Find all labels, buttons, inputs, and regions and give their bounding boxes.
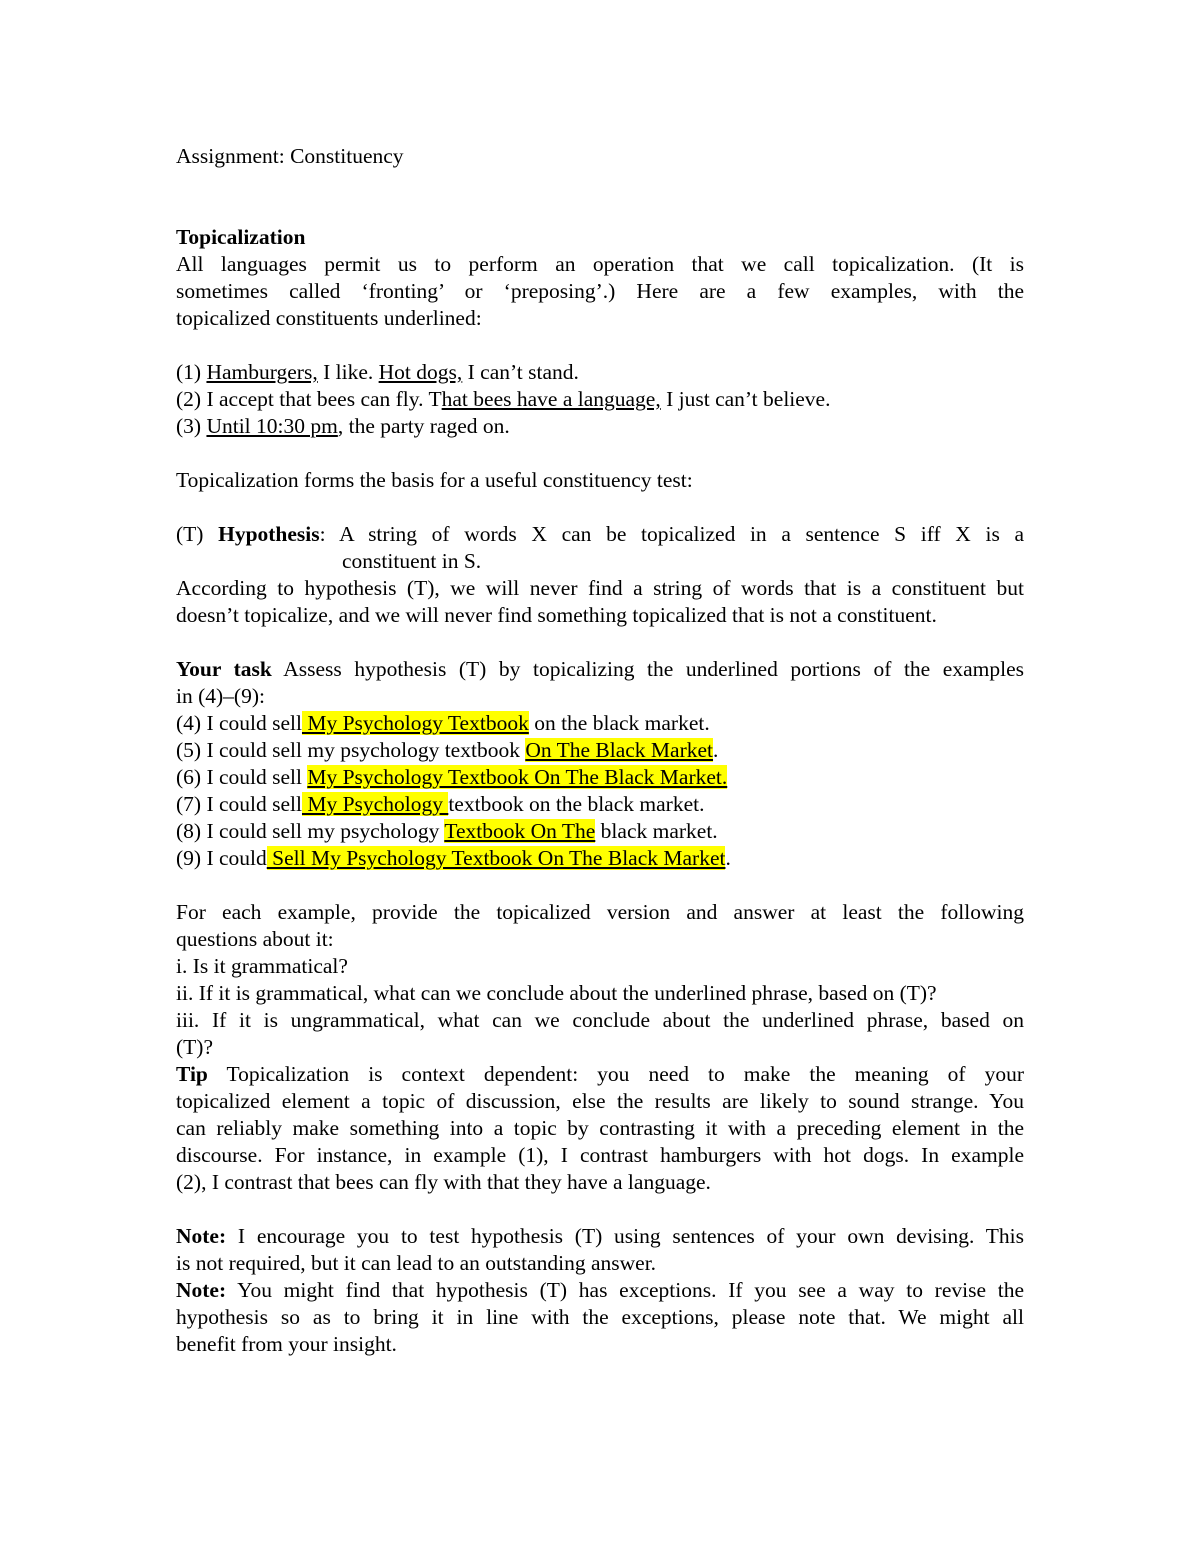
underlined-phrase: Hot dogs, — [378, 360, 463, 384]
example-7: (7) I could sell My Psychology textbook on the black market. — [176, 792, 705, 816]
questions-intro-line-1: For each example, provide the topicalized version and answer at least the following — [176, 900, 1024, 924]
example-9: (9) I could Sell My Psychology Textbook On The Black Market. — [176, 846, 731, 870]
example-4: (4) I could sell My Psychology Textbook on the black market. — [176, 711, 710, 735]
test-intro: Topicalization forms the basis for a useful constituency test: — [176, 468, 693, 492]
section-heading: Topicalization — [176, 225, 306, 249]
intro-line-3: topicalized constituents underlined: — [176, 306, 482, 330]
spacer — [176, 872, 1024, 899]
task-line-2: in (4)–(9): — [176, 684, 265, 708]
example-5: (5) I could sell my psychology textbook On The Black Market. — [176, 738, 719, 762]
example-2: (2) I accept that bees can fly. That bees have a language, I just can’t believe. — [176, 387, 831, 411]
highlighted-phrase: Sell My Psychology Textbook On The Black Market — [266, 846, 726, 870]
according-line-1: According to hypothesis (T), we will never find a string of words that is a constituent but — [176, 576, 1024, 600]
spacer — [176, 197, 1024, 224]
tip-line-3: can reliably make something into a topic by contrasting it with a preceding element in the — [176, 1116, 1024, 1140]
task-label: Your task — [176, 657, 272, 681]
note-label: Note: — [176, 1224, 227, 1248]
question-1: i. Is it grammatical? — [176, 954, 348, 978]
underlined-phrase: Hamburgers, — [206, 360, 318, 384]
spacer — [176, 1196, 1024, 1223]
spacer — [176, 170, 1024, 197]
example-1: (1) Hamburgers, I like. Hot dogs, I can’t stand. — [176, 360, 579, 384]
tip-line-5: (2), I contrast that bees can fly with that they have a language. — [176, 1170, 711, 1194]
highlighted-phrase: My Psychology — [301, 792, 449, 816]
highlighted-phrase: My Psychology Textbook — [301, 711, 529, 735]
highlighted-phrase: My Psychology Textbook On The Black Market. — [307, 765, 728, 789]
question-2: ii. If it is grammatical, what can we conclude about the underlined phrase, based on (T)? — [176, 981, 937, 1005]
questions-intro-line-2: questions about it: — [176, 927, 334, 951]
task-line-1: Your task Assess hypothesis (T) by topicalizing the underlined portions of the examples — [176, 657, 1024, 681]
spacer — [176, 440, 1024, 467]
example-8: (8) I could sell my psychology Textbook On The black market. — [176, 819, 718, 843]
hypothesis-label: Hypothesis — [218, 522, 320, 546]
tip-line-1: Tip Topicalization is context dependent: you need to make the meaning of your — [176, 1062, 1024, 1086]
note-1-line-2: is not required, but it can lead to an outstanding answer. — [176, 1251, 657, 1275]
tip-line-2: topicalized element a topic of discussion, else the results are likely to sound strange. You — [176, 1089, 1024, 1113]
example-3: (3) Until 10:30 pm, the party raged on. — [176, 414, 510, 438]
question-3-line-2: (T)? — [176, 1035, 213, 1059]
highlighted-phrase: On The Black Market — [525, 738, 714, 762]
note-label: Note: — [176, 1278, 227, 1302]
tip-line-4: discourse. For instance, in example (1), I contrast hamburgers with hot dogs. In example — [176, 1143, 1024, 1167]
note-1-line-1: Note: I encourage you to test hypothesis (T) using sentences of your own devising. This — [176, 1224, 1024, 1248]
hypothesis-line-2: constituent in S. — [342, 549, 482, 573]
note-2-line-1: Note: You might find that hypothesis (T) has exceptions. If you see a way to revise the — [176, 1278, 1024, 1302]
hypothesis-line-1: (T) Hypothesis: A string of words X can be topicalized in a sentence S iff X is a — [176, 522, 1024, 546]
note-2-line-2: hypothesis so as to bring it in line with the exceptions, please note that. We might all — [176, 1305, 1024, 1329]
intro-line-1: All languages permit us to perform an operation that we call topicalization. (It is — [176, 252, 1024, 276]
underlined-phrase: Until 10:30 pm — [206, 414, 338, 438]
example-6: (6) I could sell My Psychology Textbook On The Black Market. — [176, 765, 728, 789]
underlined-phrase: hat bees have a language, — [441, 387, 661, 411]
intro-line-2: sometimes called ‘fronting’ or ‘preposing’.) Here are a few examples, with the — [176, 279, 1024, 303]
document-title: Assignment: Constituency — [176, 144, 404, 168]
spacer — [176, 332, 1024, 359]
according-line-2: doesn’t topicalize, and we will never find something topicalized that is not a constituent. — [176, 603, 937, 627]
question-3-line-1: iii. If it is ungrammatical, what can we conclude about the underlined phrase, based on — [176, 1008, 1024, 1032]
note-2-line-3: benefit from your insight. — [176, 1332, 397, 1356]
tip-label: Tip — [176, 1062, 208, 1086]
highlighted-phrase: Textbook On The — [444, 819, 596, 843]
document-page — [176, 143, 1024, 1358]
spacer — [176, 494, 1024, 521]
spacer — [176, 629, 1024, 656]
